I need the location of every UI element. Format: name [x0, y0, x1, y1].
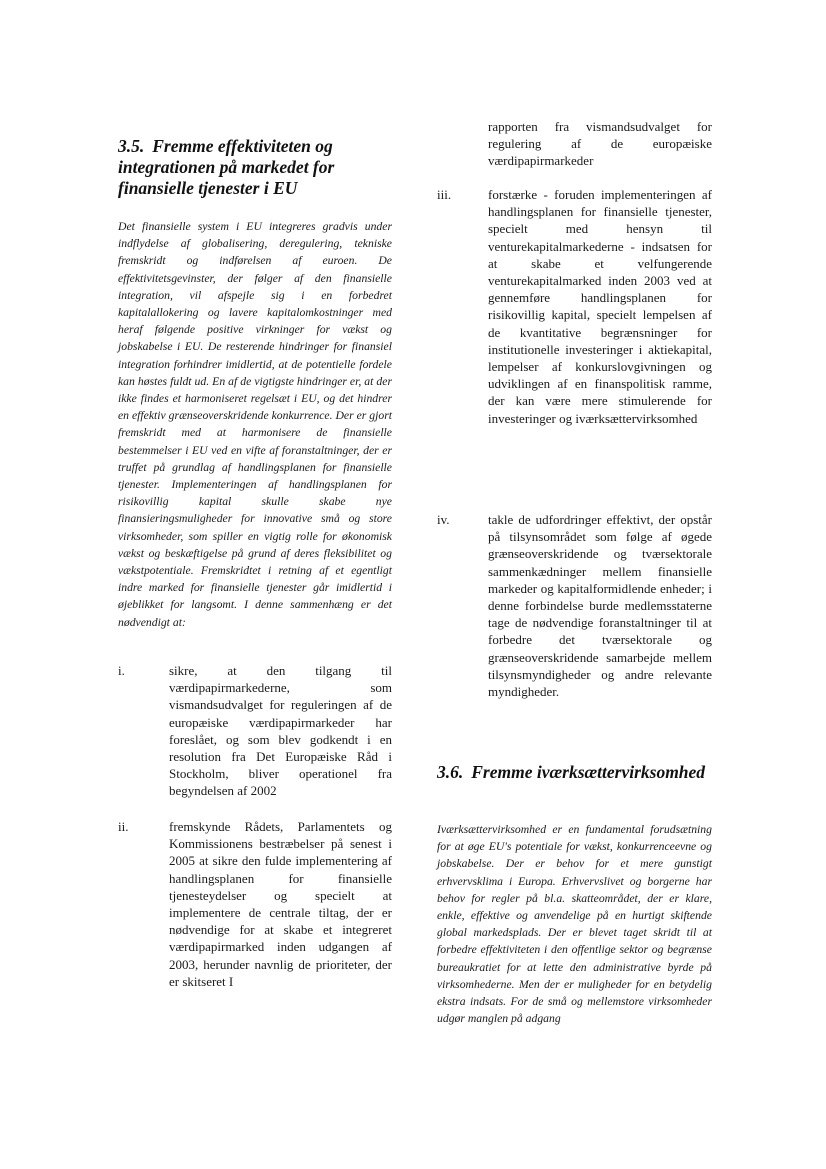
- list-item-iii: [437, 186, 712, 427]
- list-item-iv: [437, 511, 712, 700]
- section-3-6-intro: Iværksættervirksomhed er en fundamental forudsætning for at øge EU's potentiale for vækst, konkurrenceevne og jobskabelse. Der er behov for et mere gunstigt erhvervsklima i Europa. Erhvervslivet og borgerne har behov for regler på bl.a. skatteområdet, der er klare, enkle, effektive og anvendelige på en hurtigt skiftende global markedsplads. Der er blevet taget skridt til at forbedre effektiviteten i den offentlige sektor og begrænse bureaukratiet for at lette den administrative byrde på virksomhederne. Men der er muligheder for en betydelig ekstra indsats. For de små og mellemstore virksomheder udgør manglen på adgang: [437, 823, 712, 1026]
- list-item-text: takle de udfordringer effektivt, der opstår på tilsynsområdet som følge af øgede grænseoverskridende og tværsektorale sammenkædninger mellem finansielle markeder og kapitalformidlende enheder; i denne forbindelse burde medlemsstaterne tage de nødvendige foranstaltninger til at forbedre det tværsektorale og grænseoverskridende samarbejde mellem tilsynsmyndigheder og andre relevante myndigheder.: [488, 512, 712, 700]
- list-marker: i.: [118, 663, 125, 678]
- section-3-6-heading: [437, 762, 712, 783]
- section-number: 3.5.: [118, 136, 145, 156]
- list-item-i: [118, 662, 392, 800]
- list-marker: iii.: [437, 187, 452, 202]
- section-title: Fremme iværksættervirksomhed: [471, 762, 706, 782]
- section-3-5-heading: [118, 136, 392, 199]
- section-title: Fremme effektiviteten og integrationen på markedet for finansielle tjenester i EU: [118, 136, 335, 198]
- list-item-ii-continued: rapporten fra vismandsudvalget for regulering af de europæiske værdipapirmarkeder: [488, 119, 712, 169]
- list-marker: iv.: [437, 512, 450, 527]
- list-item-text: sikre, at den tilgang til værdipapirmarkederne, som vismandsudvalget for reguleringen af de europæiske værdipapirmarkeder har foreslået, og som blev godkendt i en resolution fra Det Europæiske Råd i Stockholm, bliver operationel fra begyndelsen af 2002: [169, 663, 392, 799]
- section-number: 3.6.: [437, 762, 464, 782]
- list-marker: ii.: [118, 819, 129, 834]
- section-3-5-intro: Det finansielle system i EU integreres gradvis under indflydelse af globalisering, deregulering, tekniske fremskridt og indførelsen af euroen. De effektivitetsgevinster, der følger af den finansielle integration, vil afspejle sig i en forbedret kapitalallokering og lavere kapitalomkostninger med heraf følgende positive virkninger for vækst og jobskabelse i EU. De resterende hindringer for finansiel integration forhindrer imidlertid, at de potentielle fordele kan høstes fuldt ud. En af de vigtigste hindringer er, at der ikke findes et harmoniseret regelsæt i EU, og det hindrer en effektiv grænseoverskridende konkurrence. Der er gjort fremskridt med at harmonisere de finansielle bestemmelser i EU ved en vifte af foranstaltninger, der er truffet på grundlag af handlingsplanen for finansielle tjenester. Implementeringen af handlingsplanen for risikovillig kapital skulle skabe nye finansieringsmuligheder for innovative små og store virksomheder, som spiller en vigtig rolle for økonomisk vækst og beskæftigelse på grund af deres fleksibilitet og vækstpotentiale. Fremskridtet i retning af et egentligt indre marked for finansielle tjenester går imidlertid i øjeblikket for langsomt. I denne sammenhæng er det nødvendigt at:: [118, 220, 392, 629]
- list-item-text: fremskynde Rådets, Parlamentets og Kommissionens bestræbelser på senest i 2005 at sikre den fulde implementering af handlingsplanen for finansielle tjenesteydelser og specielt at implementere de centrale tiltag, der er nødvendige for at skabe et integreret værdipapirmarked inden udgangen af 2003, herunder navnlig de prioriteter, der er skitseret I: [169, 819, 392, 989]
- list-item-ii: [118, 818, 392, 990]
- list-item-text: forstærke - foruden implementeringen af handlingsplanen for finansielle tjenester, specielt med hensyn til venturekapitalmarkederne - indsatsen for at skabe et velfungerende venturekapitalmarked inden 2003 ved at gennemføre handlingsplanen for risikovillig kapital, specielt lempelsen af de kvantitative begrænsninger for institutionelle investeringer i aktiekapital, lempelser af konkurslovgivningen og udviklingen af en finanspolitisk ramme, der kan være mere stimulerende for investeringer og iværksættervirksomhed: [488, 187, 712, 426]
